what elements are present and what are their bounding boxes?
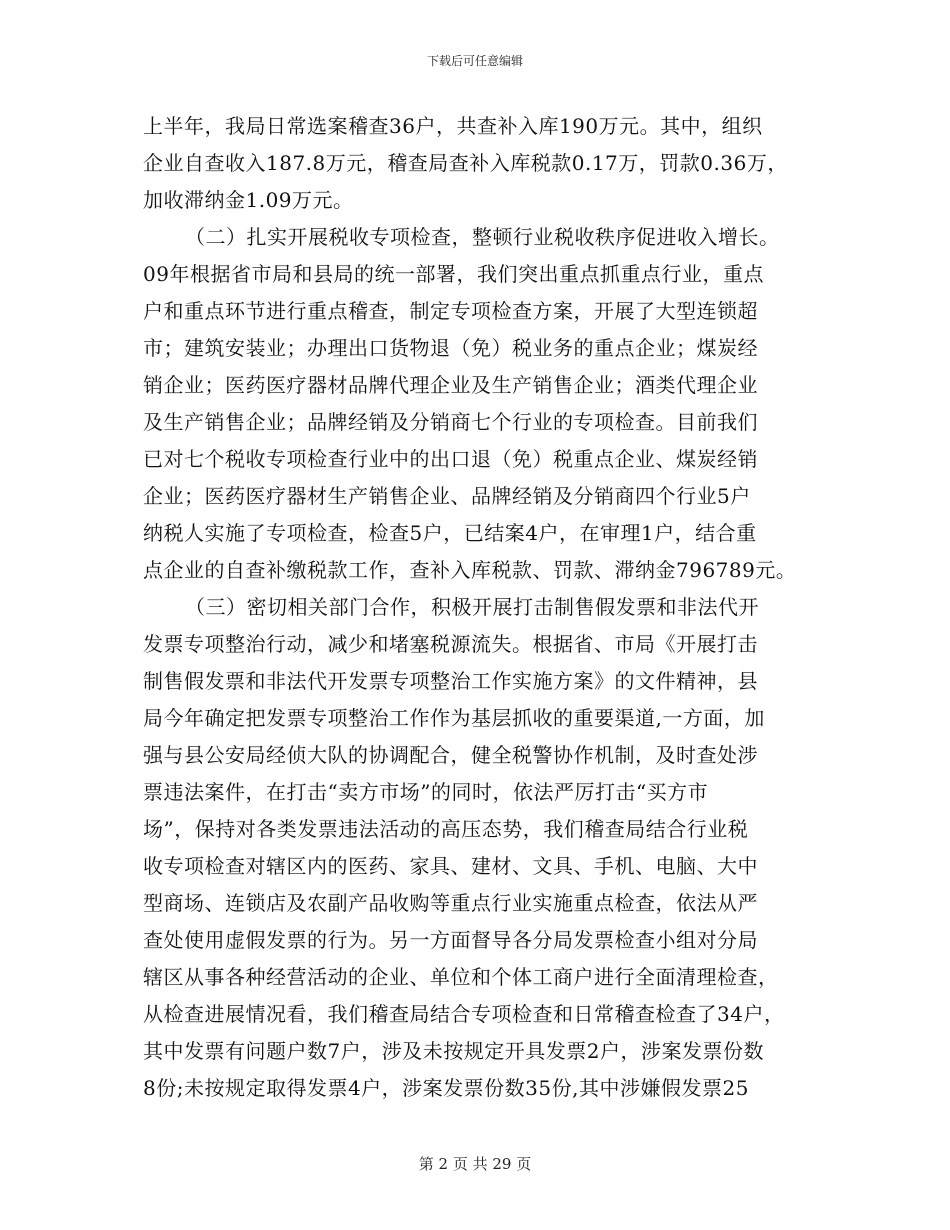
text-line: 其中发票有问题户数7户，涉及未按规定开具发票2户，涉案发票份数 bbox=[143, 1039, 764, 1063]
text-line: 查处使用虚假发票的行为。另一方面督导各分局发票检查小组对分局 bbox=[143, 928, 758, 952]
text-line: 点企业的自查补缴税款工作，查补入库税款、罚款、滞纳金796789元。 bbox=[143, 558, 797, 582]
text-line: 发票专项整治行动，减少和堵塞税源流失。根据省、市局《开展打击 bbox=[143, 632, 758, 656]
text-line: 已对七个税收专项检查行业中的出口退（免）税重点企业、煤炭经销 bbox=[143, 447, 758, 471]
text-line: 及生产销售企业；品牌经销及分销商七个行业的专项检查。目前我们 bbox=[143, 410, 758, 434]
text-line: 销企业；医药医疗器材品牌代理企业及生产销售企业；酒类代理企业 bbox=[143, 373, 758, 397]
text-line: 局今年确定把发票专项整治工作作为基层抓收的重要渠道,一方面，加 bbox=[143, 706, 765, 730]
text-line: 型商场、连锁店及农副产品收购等重点行业实施重点检查，依法从严 bbox=[143, 891, 758, 915]
text-line: 票违法案件，在打击“卖方市场”的同时，依法严厉打击“买方市 bbox=[143, 780, 709, 804]
text-line: 纳税人实施了专项检查，检查5户，已结案4户，在审理1户，结合重 bbox=[143, 521, 757, 545]
text-line: 从检查进展情况看，我们稽查局结合专项检查和日常稽查检查了34户， bbox=[143, 1002, 785, 1026]
text-line: 加收滞纳金1.09万元。 bbox=[143, 188, 354, 212]
text-line: 上半年，我局日常选案稽查36户，共查补入库190万元。其中，组织 bbox=[143, 114, 763, 138]
text-line: （三）密切相关部门合作，积极开展打击制售假发票和非法代开 bbox=[185, 595, 759, 619]
text-line: 企业自查收入187.8万元，稽查局查补入库税款0.17万，罚款0.36万， bbox=[143, 151, 788, 175]
page-header: 下载后可任意编辑 bbox=[426, 54, 523, 68]
text-line: 收专项检查对辖区内的医药、家具、建材、文具、手机、电脑、大中 bbox=[143, 854, 758, 878]
page-footer: 第 2 页 共 29 页 bbox=[418, 1155, 532, 1173]
document-body bbox=[143, 108, 823, 1107]
text-line: 辖区从事各种经营活动的企业、单位和个体工商户进行全面清理检查， bbox=[143, 965, 779, 989]
text-line: 场”，保持对各类发票违法活动的高压态势，我们稽查局结合行业税 bbox=[143, 817, 749, 841]
text-line: 09年根据省市局和县局的统一部署，我们突出重点抓重点行业，重点 bbox=[143, 262, 764, 286]
text-line: 市；建筑安装业；办理出口货物退（免）税业务的重点企业；煤炭经 bbox=[143, 336, 758, 360]
text-line: 强与县公安局经侦大队的协调配合，健全税警协作机制，及时查处涉 bbox=[143, 743, 758, 767]
text-line: 制售假发票和非法代开发票专项整治工作实施方案》的文件精神，县 bbox=[143, 669, 758, 693]
text-line: 8份;未按规定取得发票4户，涉案发票份数35份,其中涉嫌假发票25 bbox=[143, 1076, 749, 1100]
text-line: 企业；医药医疗器材生产销售企业、品牌经销及分销商四个行业5户 bbox=[143, 484, 751, 508]
text-line: （二）扎实开展税收专项检查，整顿行业税收秩序促进收入增长。 bbox=[185, 225, 780, 249]
text-line: 户和重点环节进行重点稽查，制定专项检查方案，开展了大型连锁超 bbox=[143, 299, 758, 323]
